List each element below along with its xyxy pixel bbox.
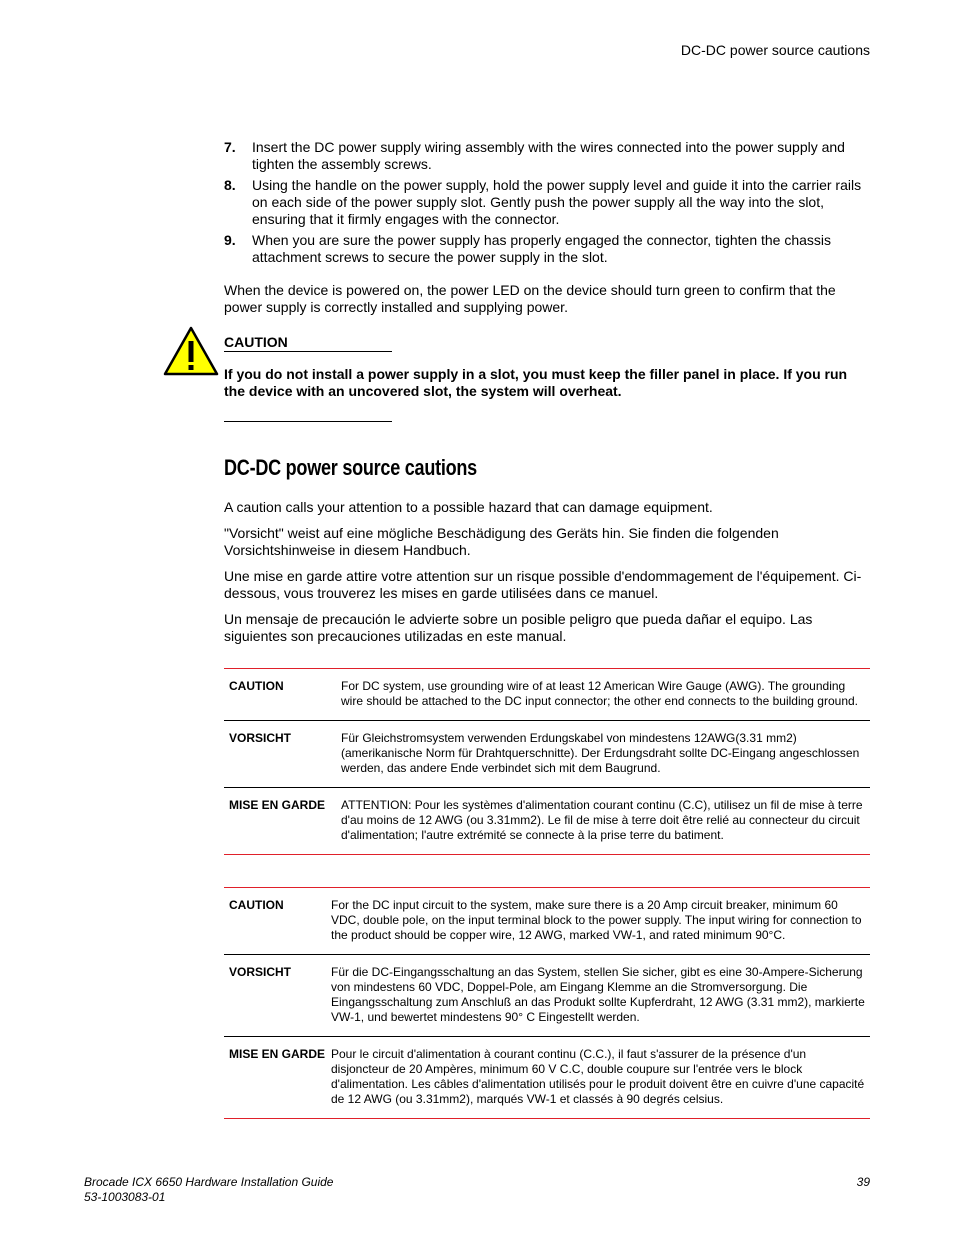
caution-bottom-rule bbox=[224, 421, 392, 422]
page-number: 39 bbox=[856, 1175, 870, 1189]
table-row bbox=[224, 1037, 870, 1119]
step-item bbox=[224, 139, 870, 173]
row-text: ATTENTION: Pour les systèmes d'alimentation courant continu (C.C), utilisez un fil de mise à terre d'au moins de 12 AWG (ou 3.31mm2). Le fil de mise à terre doit être relié au connecteur du circuit d'alimentation; l'autre extrémité se connecte à la prise terre du batiment. bbox=[341, 798, 863, 842]
powered-on-note: When the device is powered on, the power LED on the device should turn green to confirm that the power supply is correctly installed and supplying power. bbox=[224, 282, 836, 315]
table-row bbox=[224, 955, 870, 1037]
row-text: For DC system, use grounding wire of at least 12 American Wire Gauge (AWG). The grounding wire should be attached to the DC input connector; the other end connects to the building ground. bbox=[341, 679, 859, 708]
table-row bbox=[224, 788, 870, 855]
step-number: 8. bbox=[224, 177, 236, 193]
step-item bbox=[224, 177, 870, 228]
table-row bbox=[224, 721, 870, 788]
step-item bbox=[224, 232, 870, 266]
footer-doc-title: Brocade ICX 6650 Hardware Installation Guide bbox=[84, 1175, 334, 1189]
row-text: Für Gleichstromsystem verwenden Erdungskabel von mindestens 12AWG(3.31 mm2) (amerikanische Norm für Drahtquerschnitte). Der Erdungsdraht sollte DC-Eingang angeschlossen werden, das andere Ende verbindet sich mit dem Baugrund. bbox=[341, 731, 860, 775]
warning-triangle-icon bbox=[163, 326, 219, 376]
caution-top-rule bbox=[224, 351, 392, 352]
intro-english: A caution calls your attention to a possible hazard that can damage equipment. bbox=[224, 499, 713, 515]
footer-doc-number: 53-1003083-01 bbox=[84, 1190, 166, 1204]
table-row bbox=[224, 888, 870, 955]
row-text: For the DC input circuit to the system, make sure there is a 20 Amp circuit breaker, minimum 60 VDC, double pole, on the input terminal block to the power supply. The input wiring for connection to the product should be copper wire, 12 AWG, marked VW-1, and rated minimum 90°C. bbox=[331, 898, 862, 942]
row-label: MISE EN GARDE bbox=[229, 1047, 326, 1061]
footer-document-info bbox=[84, 1175, 333, 1205]
row-label: VORSICHT bbox=[229, 965, 292, 979]
intro-german: "Vorsicht" weist auf eine mögliche Beschädigung des Geräts hin. Sie finden die folgenden Vorsichtshinweise in diesem Handbuch. bbox=[224, 525, 779, 558]
row-label: CAUTION bbox=[229, 898, 284, 912]
row-label: VORSICHT bbox=[229, 731, 292, 745]
step-number: 9. bbox=[224, 232, 236, 248]
caution-title: CAUTION bbox=[224, 334, 288, 350]
row-label: MISE EN GARDE bbox=[229, 798, 326, 812]
table-row bbox=[224, 669, 870, 721]
step-text: Insert the DC power supply wiring assembly with the wires connected into the power supply and tighten the assembly screws. bbox=[252, 139, 845, 172]
row-text: Pour le circuit d'alimentation à courant continu (C.C.), il faut s'assurer de la présence d'un disjoncteur de 20 Ampères, minimum 60 V C.C, double coupure sur l'entrée vers le block d'alimentation. Les câbles d'alimentation utilisés pour le produit doivent être en cuivre d'une capacité de 12 AWG (ou 3.31mm2), marqués VW-1 et classés à 90 degrés celsius. bbox=[331, 1047, 865, 1106]
step-number: 7. bbox=[224, 139, 236, 155]
intro-spanish: Un mensaje de precaución le advierte sobre un posible peligro que pueda dañar el equipo. Las siguientes son precauciones utilizadas en este manual. bbox=[224, 611, 813, 644]
row-label: CAUTION bbox=[229, 679, 284, 693]
section-heading: DC-DC power source cautions bbox=[224, 455, 477, 480]
step-text: Using the handle on the power supply, hold the power supply level and guide it into the carrier rails on each side of the power supply slot. Gently push the power supply all the way into the slot, ensuring that it firmly engages with the connector. bbox=[252, 177, 862, 227]
circuit-breaker-caution-table bbox=[224, 887, 870, 1119]
caution-text: If you do not install a power supply in a slot, you must keep the filler panel in place. If you run the device with an uncovered slot, the system will overheat. bbox=[224, 366, 848, 399]
intro-french: Une mise en garde attire votre attention sur un risque possible d'endommagement de l'équipement. Ci-dessous, vous trouverez les mises en garde utilisées dans ce manuel. bbox=[224, 568, 862, 601]
running-header: DC-DC power source cautions bbox=[680, 42, 870, 58]
grounding-caution-table bbox=[224, 668, 870, 855]
step-text: When you are sure the power supply has properly engaged the connector, tighten the chassis attachment screws to secure the power supply in the slot. bbox=[252, 232, 832, 265]
row-text: Für die DC-Eingangsschaltung an das System, stellen Sie sicher, gibt es eine 30-Ampere-Sicherung von mindestens 60 VDC, Doppel-Pole, am Eingang Klemme an die Stromversorgung. Die Eingangsschaltung zum Anschluß an das Produkt sollte Kupferdraht, 12 AWG (3.31 mm2), markierte VW-1, und bewertet mindestens 90° C Eingestellt werden. bbox=[331, 965, 865, 1024]
procedure-steps bbox=[224, 139, 870, 270]
